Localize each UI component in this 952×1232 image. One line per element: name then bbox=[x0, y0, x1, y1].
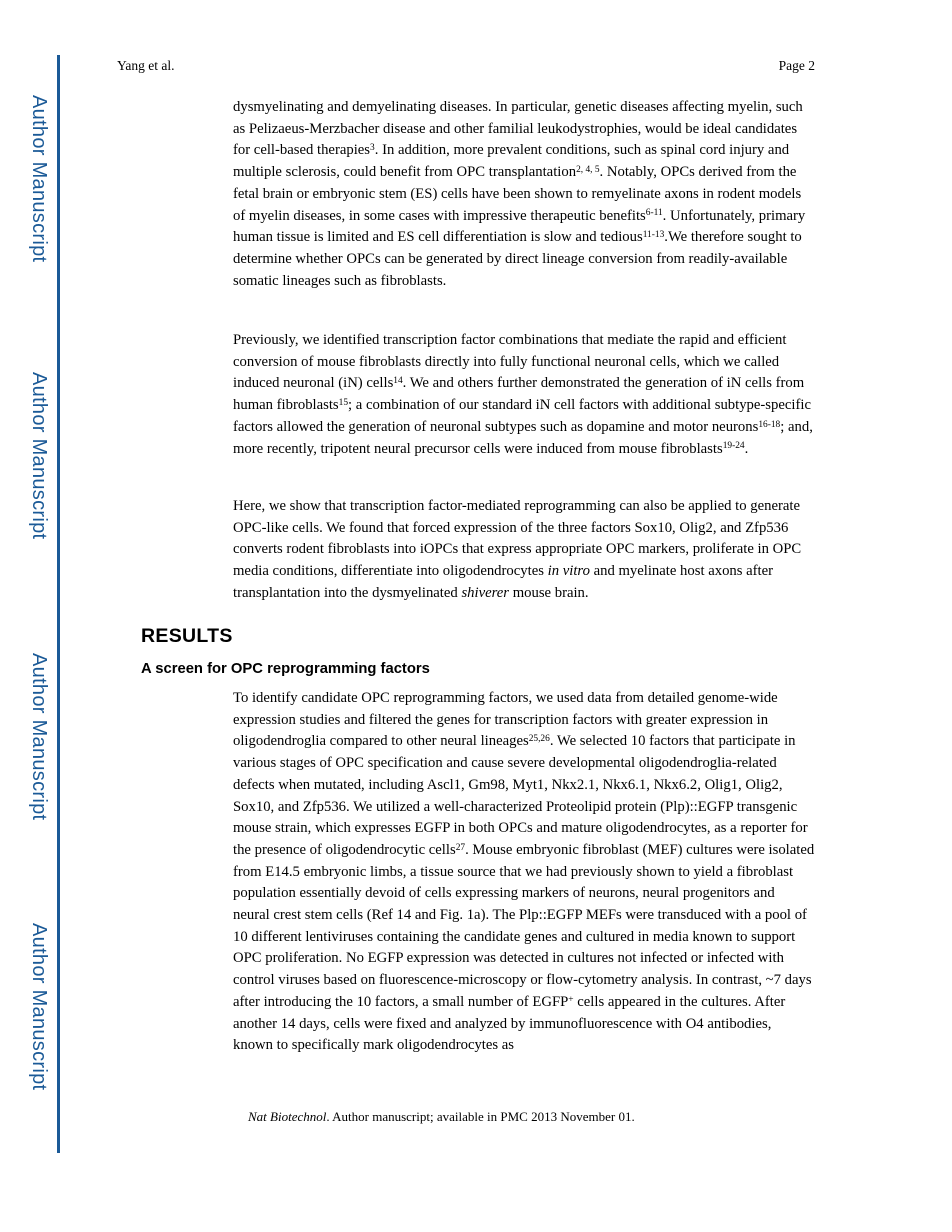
paragraph-previous-work: Previously, we identified transcription factor combinations that mediate the rapid and efficient conversion of mouse fibroblasts directly into fully functional neuronal cells, which we called induced neuronal (iN) cells$^{14}$. We and others further demonstrated the generation of iN cells from human fibroblasts$^{15}$; a combination of our standard iN cell factors with additional subtype-specific factors allowed the generation of neuronal subtypes such as dopamine and motor neurons$^{16-18}$; and, more recently, tripotent neural precursor cells were induced from mouse fibroblasts$^{19-24}$. bbox=[233, 332, 813, 457]
subsection-heading-screen: A screen for OPC reprogramming factors bbox=[141, 661, 430, 677]
running-head-author: Yang et al. bbox=[117, 58, 175, 73]
paragraph-screen-method: To identify candidate OPC reprogramming factors, we used data from detailed genome-wide expression studies and filtered the genes for transcription factors with greater expression in oligodendroglia compared to other neural lineages$^{25,26}$. We selected 10 factors that participate in various stages of OPC specification and cause severe developmental oligodendroglia-related defects when mutated, including Ascl1, Gm98, Myt1, Nkx2.1, Nkx6.1, Nkx6.2, Olig1, Olig2, Sox10, and Zfp536. We utilized a well-characterized Proteolipid protein (Plp)::EGFP transgenic mouse strain, which expresses EGFP in both OPCs and mature oligodendrocytes, as a reporter for the presence of oligodendrocytic cells$^{27}$. Mouse embryonic fibroblast (MEF) cultures were isolated from E14.5 embryonic limbs, a tissue source that we had previously shown to yield a fibroblast population essentially devoid of cells expressing markers of neurons, neural progenitors and neural crest stem cells (Ref 14 and Fig. 1a). The Plp::EGFP MEFs were transduced with a pool of 10 different lentiviruses containing the candidate genes and cultured in media known to support OPC proliferation. No EGFP expression was detected in cultures not infected or infected with control viruses based on fluorescence-microscopy or flow-cytometry analysis. In contrast, ~7 days after introducing the 10 factors, a small number of EGFP+ cells appeared in the cultures. After another 14 days, cells were fixed and analyzed by immunofluorescence with O4 antibodies, known to specifically mark oligodendrocytes as bbox=[233, 690, 815, 1054]
page-number: Page 2 bbox=[778, 58, 815, 73]
author-manuscript-watermark: Author Manuscript bbox=[28, 95, 50, 263]
author-manuscript-watermark: Author Manuscript bbox=[28, 653, 50, 821]
sidebar-rule bbox=[57, 55, 60, 1153]
author-manuscript-watermark: Author Manuscript bbox=[28, 372, 50, 540]
author-manuscript-watermark: Author Manuscript bbox=[28, 923, 50, 1091]
section-heading-results: RESULTS bbox=[141, 625, 233, 647]
journal-citation-footer: Nat Biotechnol. Author manuscript; available in PMC 2013 November 01. bbox=[248, 1109, 635, 1124]
paragraph-study-summary: Here, we show that transcription factor-mediated reprogramming can also be applied to generate OPC-like cells. We found that forced expression of the three factors Sox10, Olig2, and Zfp536 converts rodent fibroblasts into iOPCs that express appropriate OPC markers, proliferate in OPC media conditions, differentiate into oligodendrocytes in vitro and myelinate host axons after transplantation into the dysmyelinated shiverer mouse brain. bbox=[233, 498, 802, 601]
paragraph-disease-motivation: dysmyelinating and demyelinating diseases. In particular, genetic diseases affecting myelin, such as Pelizaeus-Merzbacher disease and other familial leukodystrophies, would be ideal candidates for cell-based therapies$^3$. In addition, more prevalent conditions, such as spinal cord injury and multiple sclerosis, could benefit from OPC transplantation$^{2, 4, 5}$. Notably, OPCs derived from the fetal brain or embryonic stem (ES) cells have been shown to remyelinate axons in rodent models of myelin diseases, in some cases with impressive therapeutic benefits$^{6-11}$. Unfortunately, primary human tissue is limited and ES cell differentiation is slow and tedious$^{11-13}$.We therefore sought to determine whether OPCs can be generated by direct lineage conversion from readily-available somatic lineages such as fibroblasts. bbox=[233, 99, 806, 289]
